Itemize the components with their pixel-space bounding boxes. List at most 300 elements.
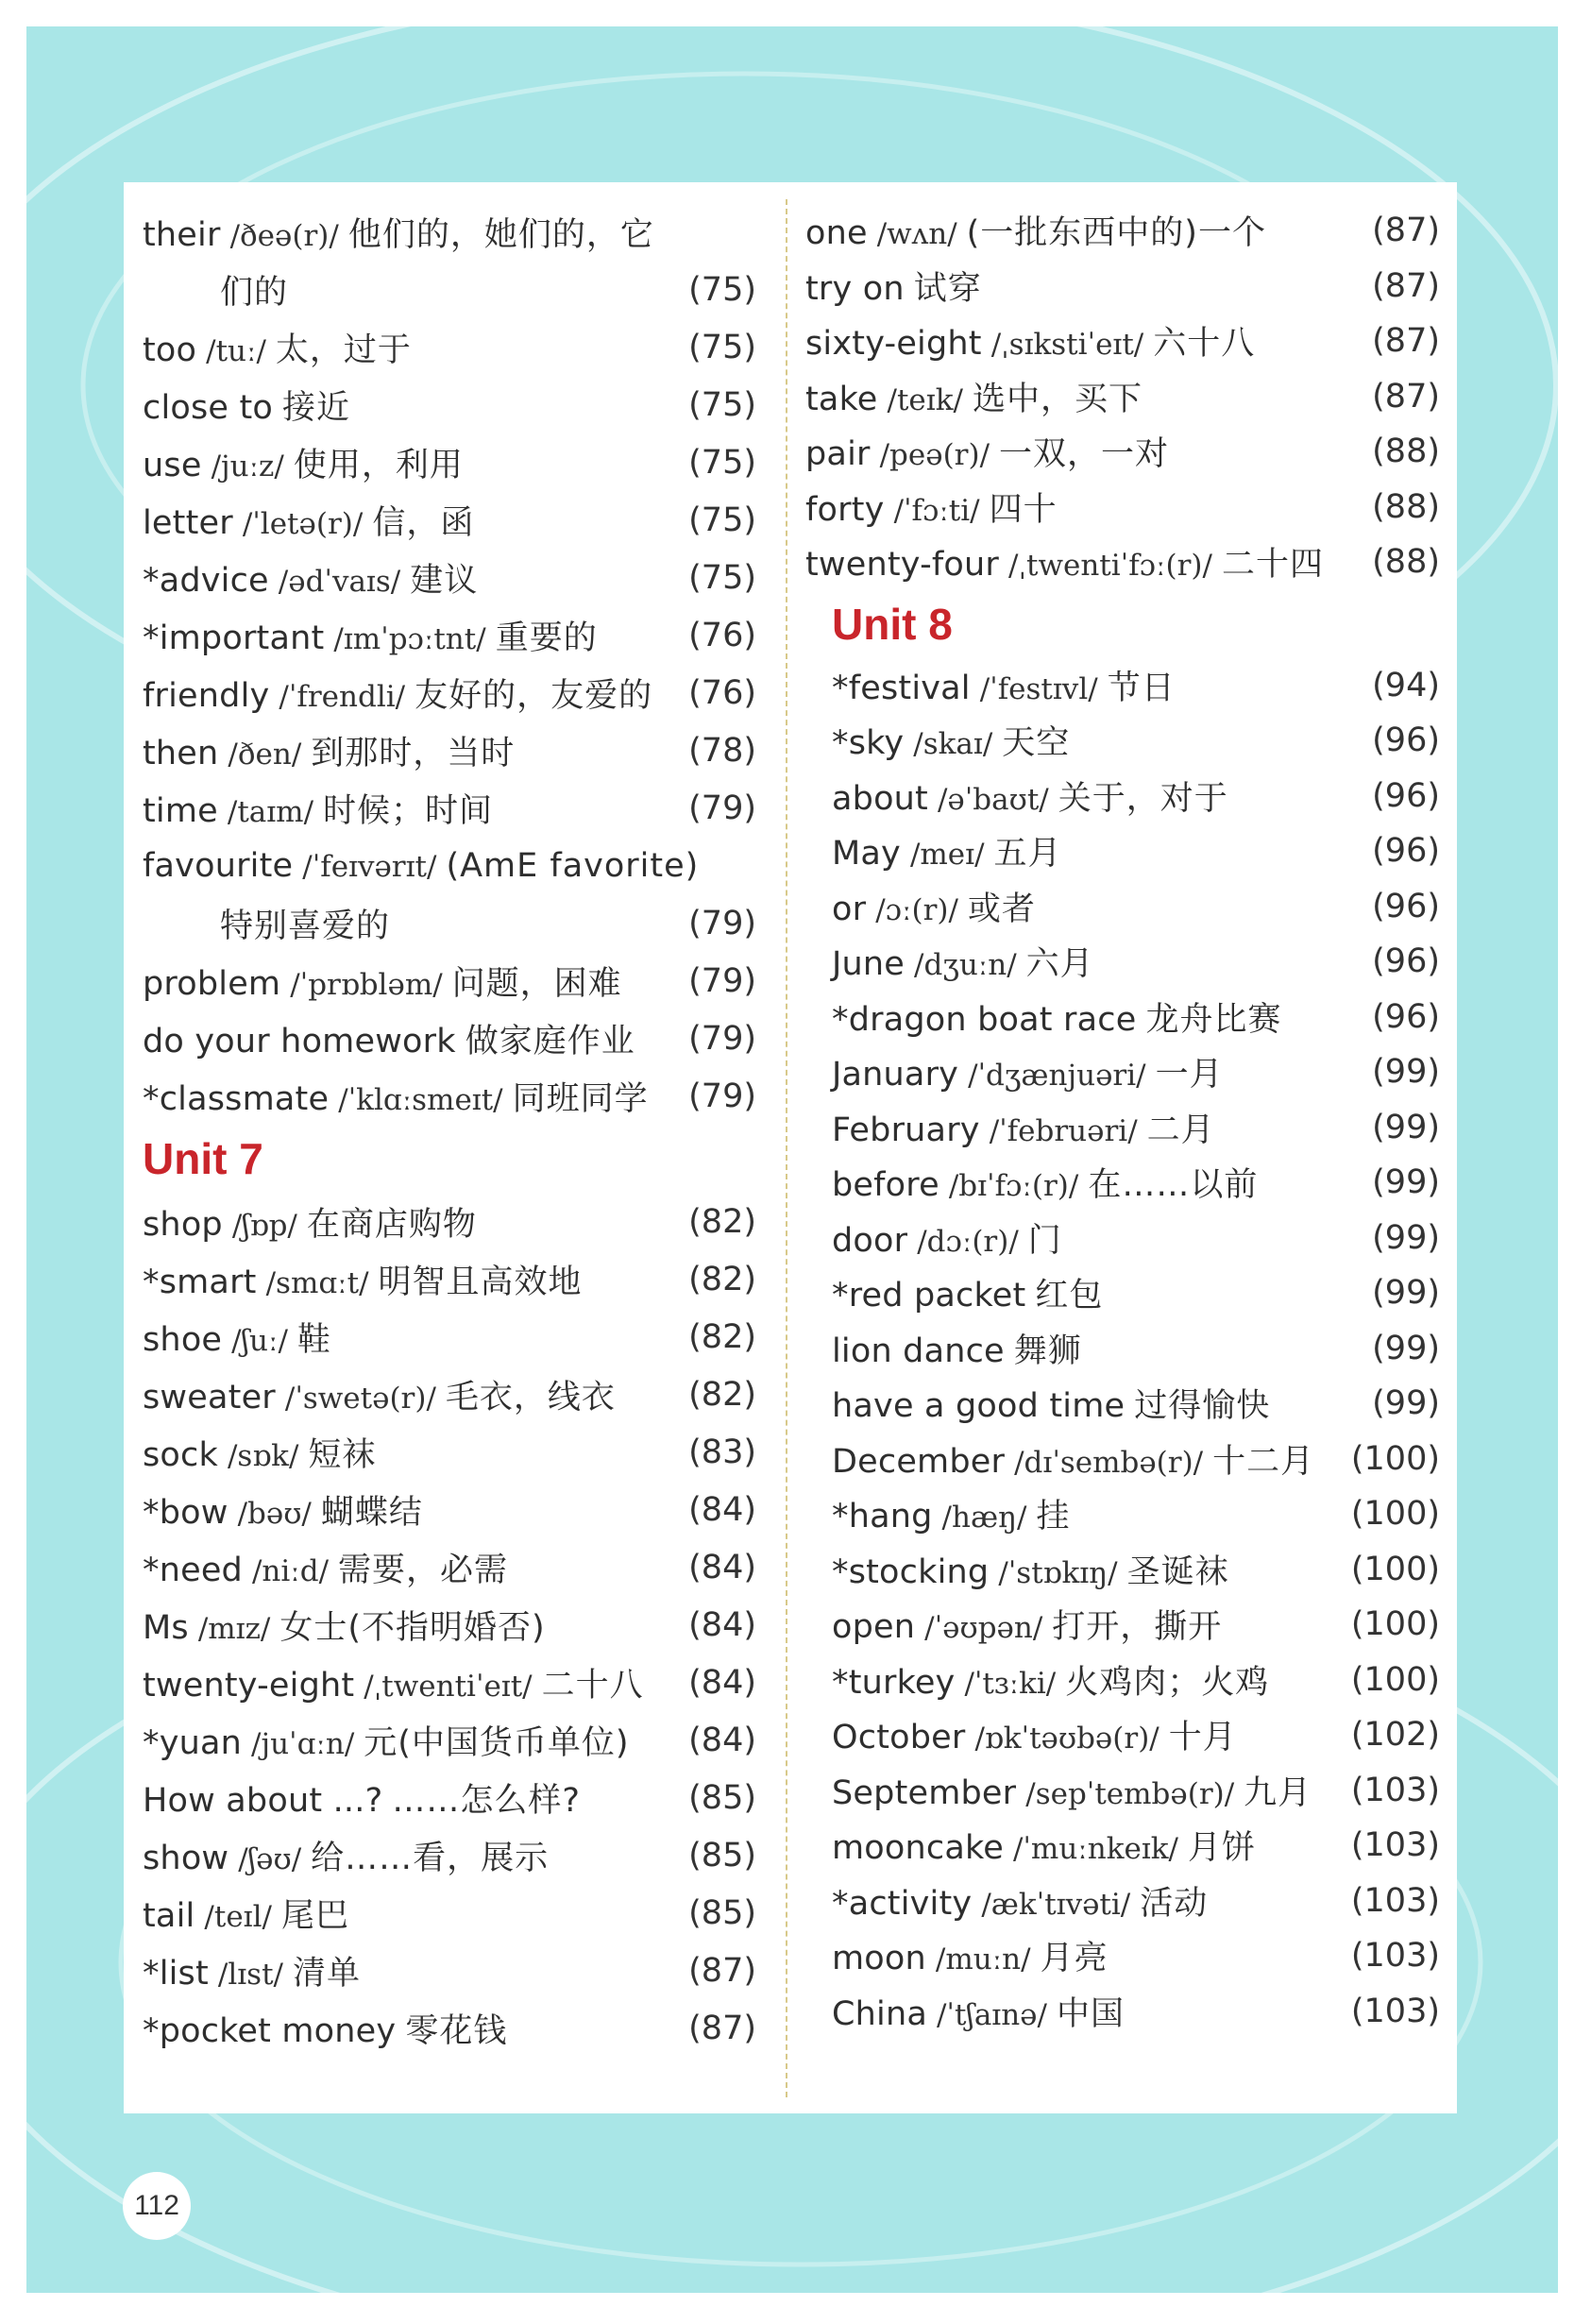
entry-text	[832, 1380, 1270, 1427]
entry-text	[143, 1371, 616, 1418]
entry-page-ref: (84)	[688, 1605, 756, 1644]
entry-phonetic: /smɑːt/	[265, 1265, 369, 1300]
entry-meaning: 二月	[1146, 1111, 1215, 1149]
entry-phonetic: /niːd/	[251, 1553, 330, 1588]
entry-word: tail	[143, 1896, 195, 1935]
entry-word: *need	[143, 1551, 243, 1589]
entry-page-ref: (88)	[1372, 543, 1440, 582]
entry-text	[220, 266, 288, 314]
entry-meaning: 做家庭作业	[465, 1022, 635, 1060]
vocab-entry	[143, 1942, 756, 1999]
entry-page-ref: (84)	[688, 1548, 756, 1586]
entry-meaning: 接近	[282, 388, 351, 427]
entry-phonetic: /ɒkˈtəʊbə(r)/	[974, 1722, 1159, 1756]
entry-phonetic: /ˈfɔːti/	[893, 493, 980, 528]
vocab-entry	[805, 1984, 1440, 2040]
entry-page-ref: (99)	[1372, 1329, 1440, 1367]
entry-meaning: 零花钱	[405, 2011, 508, 2050]
entry-word: *yuan	[143, 1723, 243, 1762]
entry-phonetic: /ʃuː/	[231, 1323, 288, 1358]
entry-page-ref: (85)	[688, 1836, 756, 1874]
vocab-entry	[805, 1265, 1440, 1321]
entry-word: use	[143, 446, 202, 484]
vocab-entry	[143, 1654, 756, 1711]
entry-text	[143, 1073, 649, 1120]
entry-phonetic: /ˈfestɪvl/	[979, 671, 1098, 706]
left-column	[143, 203, 756, 2057]
entry-word: *pocket money	[143, 2011, 397, 2050]
vocab-entry	[805, 879, 1440, 935]
entry-phonetic: /ˌsɪkstiˈeɪt/	[990, 328, 1144, 363]
vocab-entry	[143, 779, 756, 837]
vocab-entry	[143, 952, 756, 1009]
entry-meaning: 特别喜爱的	[220, 907, 391, 945]
entry-text	[143, 847, 699, 885]
entry-page-ref: (79)	[688, 1019, 756, 1058]
entry-phonetic: /ˈletə(r)/	[242, 506, 364, 541]
unit-heading: Unit 7	[143, 1134, 263, 1183]
entry-page-ref: (100)	[1350, 1439, 1440, 1478]
entry-meaning: 信，函	[372, 503, 475, 542]
entry-page-ref: (87)	[688, 2009, 756, 2047]
entry-meaning: 给……看，展示	[311, 1839, 550, 1877]
entry-text	[143, 1947, 361, 1994]
entry-word: October	[832, 1719, 966, 1757]
entry-meaning: ……怎么样?	[392, 1781, 581, 1820]
entry-word: letter	[143, 503, 233, 542]
entry-word: show	[143, 1839, 229, 1877]
entry-meaning: 选中，买下	[972, 380, 1142, 418]
entry-text	[143, 382, 350, 429]
entry-meaning: 十二月	[1212, 1442, 1315, 1481]
entry-text	[805, 483, 1058, 531]
entry-word: *hang	[832, 1498, 933, 1536]
vocab-entry	[805, 314, 1440, 369]
entry-text	[832, 1656, 1269, 1704]
vocab-entry	[805, 990, 1440, 1045]
entry-phonetic: /tuː/	[206, 333, 266, 368]
entry-meaning: 试穿	[913, 269, 982, 308]
entry-text	[805, 428, 1169, 475]
entry-text	[832, 1269, 1103, 1316]
entry-meaning: 友好的，友爱的	[415, 676, 653, 715]
entry-phonetic: /ˈswetə(r)/	[284, 1381, 436, 1416]
entry-page-ref: (87)	[1372, 212, 1440, 250]
entry-page-ref: (75)	[688, 270, 756, 309]
vocab-entry	[805, 713, 1440, 769]
entry-meaning: (一批东西中的)一个	[966, 214, 1266, 253]
entry-page-ref: (96)	[1372, 776, 1440, 815]
vocab-entry	[805, 1707, 1440, 1763]
entry-meaning: 挂	[1036, 1498, 1071, 1536]
entry-phonetic: /lɪst/	[217, 1957, 283, 1992]
entry-meaning: 鞋	[296, 1320, 331, 1359]
entry-word: *festival	[832, 669, 971, 707]
entry-page-ref: (88)	[1372, 433, 1440, 471]
entry-text	[832, 772, 1228, 820]
entry-meaning: 二十八	[541, 1666, 644, 1705]
entry-meaning: 过得愉快	[1134, 1387, 1271, 1426]
entry-meaning: 重要的	[495, 619, 598, 657]
entry-page-ref: (99)	[1372, 1384, 1440, 1423]
vocab-entry	[805, 1044, 1440, 1100]
entry-word: shop	[143, 1205, 223, 1244]
entry-text	[143, 1602, 546, 1649]
entry-word: December	[832, 1442, 1006, 1481]
entry-text	[832, 1767, 1312, 1814]
entry-meaning: 同班同学	[512, 1079, 649, 1118]
entry-word: do your homework	[143, 1022, 456, 1060]
entry-phonetic: /ækˈtɪvəti/	[981, 1887, 1131, 1922]
entry-word: moon	[832, 1940, 926, 1978]
vocab-entry	[805, 259, 1440, 314]
entry-word: their	[143, 215, 221, 254]
entry-phonetic: /ʃəʊ/	[238, 1841, 302, 1876]
vocab-entry	[805, 1763, 1440, 1819]
entry-page-ref: (79)	[688, 904, 756, 942]
entry-meaning: 龙舟比赛	[1145, 1000, 1282, 1039]
entry-meaning: 天空	[1002, 724, 1071, 763]
entry-page-ref: (75)	[688, 385, 756, 424]
entry-page-ref: (84)	[688, 1721, 756, 1759]
entry-text	[143, 439, 464, 486]
entry-word: September	[832, 1773, 1017, 1812]
entry-phonetic: /ˈdʒænjuəri/	[968, 1059, 1146, 1094]
column-divider	[786, 199, 787, 2097]
entry-word: *advice	[143, 561, 269, 600]
vocab-entry	[143, 1481, 756, 1538]
entry-word: have a good time	[832, 1387, 1126, 1426]
entry-word: sweater	[143, 1378, 276, 1416]
entry-phonetic: /dʒuːn/	[914, 948, 1017, 983]
vocab-entry	[805, 1211, 1440, 1266]
vocab-entry	[143, 1711, 756, 1769]
entry-page-ref: (100)	[1350, 1605, 1440, 1644]
vocab-entry	[143, 1596, 756, 1654]
entry-page-ref: (99)	[1372, 1218, 1440, 1257]
entry-phonetic: /ˈfrendli/	[279, 679, 406, 714]
entry-meaning: 们的	[220, 273, 289, 312]
vocab-entry	[143, 1067, 756, 1125]
entry-text	[832, 1435, 1314, 1483]
entry-page-ref: (96)	[1372, 721, 1440, 760]
entry-word: Ms	[143, 1608, 189, 1647]
entry-phonetic: /skaɪ/	[913, 727, 993, 762]
entry-phonetic: /ˌtwentiˈeɪt/	[364, 1669, 533, 1704]
entry-page-ref: (100)	[1350, 1660, 1440, 1699]
entry-page-ref: (87)	[1372, 266, 1440, 305]
entry-word: *important	[143, 619, 325, 657]
entry-page-ref: (103)	[1350, 1881, 1440, 1920]
entry-word: too	[143, 331, 197, 369]
vocab-entry	[143, 1826, 756, 1884]
entry-text	[143, 324, 412, 371]
entry-meaning: 他们的，她们的，它	[347, 215, 654, 254]
vocab-entry	[143, 1193, 756, 1250]
entry-page-ref: (82)	[688, 1375, 756, 1414]
page-background	[26, 26, 1558, 2293]
entry-meaning: 六月	[1025, 945, 1094, 984]
entry-phonetic: /teɪk/	[887, 382, 963, 417]
entry-meaning: 建议	[410, 561, 479, 600]
entry-meaning: 问题，困难	[451, 964, 622, 1003]
entry-word: June	[832, 945, 906, 984]
entry-page-ref: (87)	[1372, 322, 1440, 361]
entry-phonetic: /wʌn/	[876, 217, 957, 252]
entry-page-ref: (102)	[1350, 1716, 1440, 1755]
entry-text	[143, 958, 622, 1005]
entry-page-ref: (75)	[688, 443, 756, 482]
entry-page-ref: (75)	[688, 500, 756, 539]
entry-meaning: 明智且高效地	[378, 1263, 583, 1301]
entry-page-ref: (103)	[1350, 1826, 1440, 1865]
entry-phonetic: /dɪˈsembə(r)/	[1014, 1445, 1204, 1480]
entry-word: door	[832, 1221, 908, 1260]
vocab-entry	[143, 318, 756, 376]
vocab-entry	[143, 1884, 756, 1942]
page-number: 112	[123, 2172, 191, 2240]
entry-meaning: 在商店购物	[306, 1205, 477, 1244]
vocab-entry	[805, 1155, 1440, 1211]
entry-meaning: 四十	[989, 490, 1058, 529]
entry-phonetic: /ðeə(r)/	[229, 218, 339, 253]
vocab-entry	[143, 721, 756, 779]
entry-page-ref: (94)	[1372, 666, 1440, 704]
entry-word: sock	[143, 1435, 218, 1474]
entry-meaning: 在……以前	[1088, 1166, 1259, 1205]
entry-text	[805, 538, 1324, 585]
entry-word: one	[805, 214, 868, 253]
entry-phonetic: /sɒk/	[227, 1438, 299, 1473]
entry-meaning: 舞狮	[1013, 1332, 1082, 1370]
right-column	[805, 203, 1440, 2039]
vocab-entry	[143, 1009, 756, 1067]
entry-page-ref: (79)	[688, 961, 756, 1000]
entry-page-ref: (75)	[688, 328, 756, 366]
entry-text	[832, 1048, 1224, 1095]
entry-text	[143, 1198, 477, 1246]
entry-word: January	[832, 1056, 959, 1094]
entry-text	[143, 1832, 549, 1879]
entry-phonetic: /taɪm/	[227, 794, 314, 829]
entry-page-ref: (79)	[688, 789, 756, 827]
entry-phonetic: /ˈstɒkɪŋ/	[998, 1555, 1118, 1590]
entry-phonetic: /ʃɒp/	[231, 1208, 297, 1243]
entry-phonetic: /ɪmˈpɔːtnt/	[333, 621, 486, 656]
entry-page-ref: (85)	[688, 1778, 756, 1817]
entry-page-ref: (82)	[688, 1317, 756, 1356]
entry-text	[832, 1988, 1125, 2035]
entry-word: or	[832, 890, 867, 928]
vocab-entry	[143, 1769, 756, 1826]
entry-word: twenty-eight	[143, 1666, 355, 1705]
entry-page-ref: (103)	[1350, 1937, 1440, 1976]
entry-meaning: 需要，必需	[338, 1551, 509, 1589]
entry-word: about	[832, 779, 928, 818]
entry-meaning: 毛衣，线衣	[445, 1378, 616, 1416]
vocab-entry	[805, 1321, 1440, 1377]
entry-meaning: 圣诞袜	[1126, 1552, 1229, 1591]
entry-text	[143, 1717, 630, 1764]
entry-page-ref: (82)	[688, 1202, 756, 1241]
entry-word: *turkey	[832, 1663, 956, 1702]
entry-meaning: 节日	[1107, 669, 1176, 707]
entry-word: How about ...?	[143, 1781, 383, 1820]
vocab-entry	[805, 769, 1440, 824]
entry-text	[143, 1314, 331, 1361]
vocab-entry	[805, 1874, 1440, 1929]
vocab-entry	[143, 1250, 756, 1308]
entry-phonetic: /bɪˈfɔː(r)/	[948, 1169, 1079, 1204]
entry-meaning: 九月	[1244, 1773, 1312, 1812]
entry-meaning: 五月	[993, 835, 1062, 874]
entry-meaning: 一月	[1155, 1056, 1224, 1094]
entry-word: before	[832, 1166, 939, 1205]
entry-phonetic: /əˈbaʊt/	[937, 782, 1049, 817]
entry-text	[805, 263, 982, 310]
entry-meaning: 短袜	[308, 1435, 377, 1474]
entry-meaning: 月亮	[1040, 1940, 1109, 1978]
entry-text	[832, 1159, 1258, 1206]
entry-page-ref: (99)	[1372, 1163, 1440, 1202]
entry-text	[143, 1544, 508, 1591]
vocab-entry	[143, 606, 756, 664]
entry-text	[143, 209, 654, 256]
vocab-entry	[805, 1653, 1440, 1708]
entry-word: open	[832, 1608, 916, 1647]
entry-text	[143, 727, 515, 774]
entry-phonetic: /teɪl/	[204, 1899, 272, 1934]
entry-page-ref: (83)	[688, 1433, 756, 1471]
entry-text	[805, 373, 1142, 420]
entry-phonetic: /ˌtwentiˈfɔː(r)/	[1008, 549, 1212, 584]
entry-word: *smart	[143, 1263, 257, 1301]
entry-page-ref: (84)	[688, 1663, 756, 1702]
entry-meaning: 一双，一对	[999, 435, 1170, 474]
entry-text	[832, 1711, 1237, 1758]
entry-text	[832, 1601, 1222, 1648]
entry-page-ref: (85)	[688, 1893, 756, 1932]
entry-text	[832, 717, 1070, 764]
vocab-entry	[805, 534, 1440, 590]
unit-heading: Unit 8	[832, 599, 953, 649]
entry-continuation	[143, 261, 756, 318]
entry-meaning: 时候；时间	[323, 791, 494, 830]
entry-meaning: 女士(不指明婚否)	[279, 1608, 546, 1647]
entry-phonetic: /ˈtʃaɪnə/	[936, 1997, 1047, 2032]
entry-meaning: 到那时，当时	[311, 734, 516, 772]
entry-text	[220, 900, 390, 947]
entry-word: lion dance	[832, 1332, 1005, 1370]
entry-phonetic: /ˈprɒbləm/	[290, 967, 443, 1002]
entry-meaning: 蝴蝶结	[320, 1493, 423, 1532]
entry-continuation	[143, 894, 756, 952]
entry-text	[832, 1104, 1215, 1151]
vocab-entry	[143, 1366, 756, 1423]
entry-meaning: 中国	[1056, 1994, 1125, 2033]
entry-page-ref: (87)	[1372, 377, 1440, 416]
entry-phonetic: /bəʊ/	[237, 1496, 312, 1531]
entry-text	[143, 554, 478, 602]
entry-text	[832, 662, 1176, 709]
entry-page-ref: (96)	[1372, 832, 1440, 871]
entry-page-ref: (84)	[688, 1490, 756, 1529]
entry-text	[832, 1822, 1256, 1869]
entry-word: time	[143, 791, 218, 830]
entry-phonetic: /muːn/	[935, 1942, 1031, 1977]
entry-word: take	[805, 380, 878, 418]
entry-page-ref: (76)	[688, 673, 756, 712]
entry-meaning: 太，过于	[275, 331, 412, 369]
entry-word: *red packet	[832, 1277, 1026, 1315]
entry-phonetic: /hæŋ/	[941, 1501, 1027, 1535]
entry-page-ref: (96)	[1372, 942, 1440, 981]
entry-text	[143, 612, 598, 659]
entry-word: *dragon boat race	[832, 1000, 1137, 1039]
entry-page-ref: (88)	[1372, 487, 1440, 526]
entry-meaning: 尾巴	[280, 1896, 349, 1935]
vocab-entry	[143, 1423, 756, 1481]
entry-text	[143, 1486, 423, 1534]
entry-phonetic: /mɪz/	[197, 1611, 271, 1646]
vocab-entry	[143, 1538, 756, 1596]
entry-word: problem	[143, 964, 281, 1003]
entry-text	[832, 1214, 1062, 1262]
vocab-entry	[805, 480, 1440, 535]
entry-word: friendly	[143, 676, 270, 715]
entry-text	[143, 1015, 635, 1062]
vocab-entry	[805, 1818, 1440, 1874]
vocab-entry	[143, 837, 756, 894]
vocab-entry	[805, 203, 1440, 259]
entry-text	[143, 670, 652, 717]
entry-page-ref: (99)	[1372, 1108, 1440, 1146]
entry-word: *classmate	[143, 1079, 330, 1118]
entry-word: sixty-eight	[805, 325, 982, 364]
vocab-entry	[143, 1999, 756, 2057]
entry-phonetic: /juˈɑːn/	[251, 1726, 355, 1761]
entry-word: then	[143, 734, 219, 772]
entry-meaning: 月饼	[1187, 1829, 1256, 1868]
vocab-entry	[805, 1432, 1440, 1487]
entry-meaning: 关于，对于	[1058, 779, 1228, 818]
vocab-entry	[143, 203, 756, 261]
entry-text	[832, 883, 1036, 930]
entry-page-ref: (96)	[1372, 887, 1440, 925]
entry-word: *bow	[143, 1493, 228, 1532]
entry-phonetic: /ɔː(r)/	[875, 892, 958, 927]
vocab-entry	[143, 549, 756, 606]
entry-text	[143, 1659, 644, 1706]
entry-meaning: 门	[1027, 1221, 1062, 1260]
entry-page-ref: (76)	[688, 616, 756, 654]
vocabulary-panel	[124, 182, 1457, 2113]
entry-text	[143, 1774, 581, 1822]
entry-word: close to	[143, 388, 274, 427]
entry-page-ref: (103)	[1350, 1992, 1440, 2030]
entry-meaning: (AmE favorite)	[446, 846, 700, 885]
entry-phonetic: /ˈtɜːki/	[964, 1666, 1057, 1701]
vocab-entry	[805, 934, 1440, 990]
entry-meaning: 元(中国货币单位)	[364, 1723, 630, 1762]
entry-meaning: 火鸡肉；火鸡	[1065, 1663, 1270, 1702]
entry-meaning: 活动	[1140, 1884, 1209, 1923]
entry-page-ref: (87)	[688, 1951, 756, 1990]
entry-meaning: 六十八	[1153, 325, 1256, 364]
entry-phonetic: /ˈfebruəri/	[989, 1113, 1138, 1148]
entry-page-ref: (100)	[1350, 1550, 1440, 1588]
entry-text	[143, 1256, 583, 1303]
